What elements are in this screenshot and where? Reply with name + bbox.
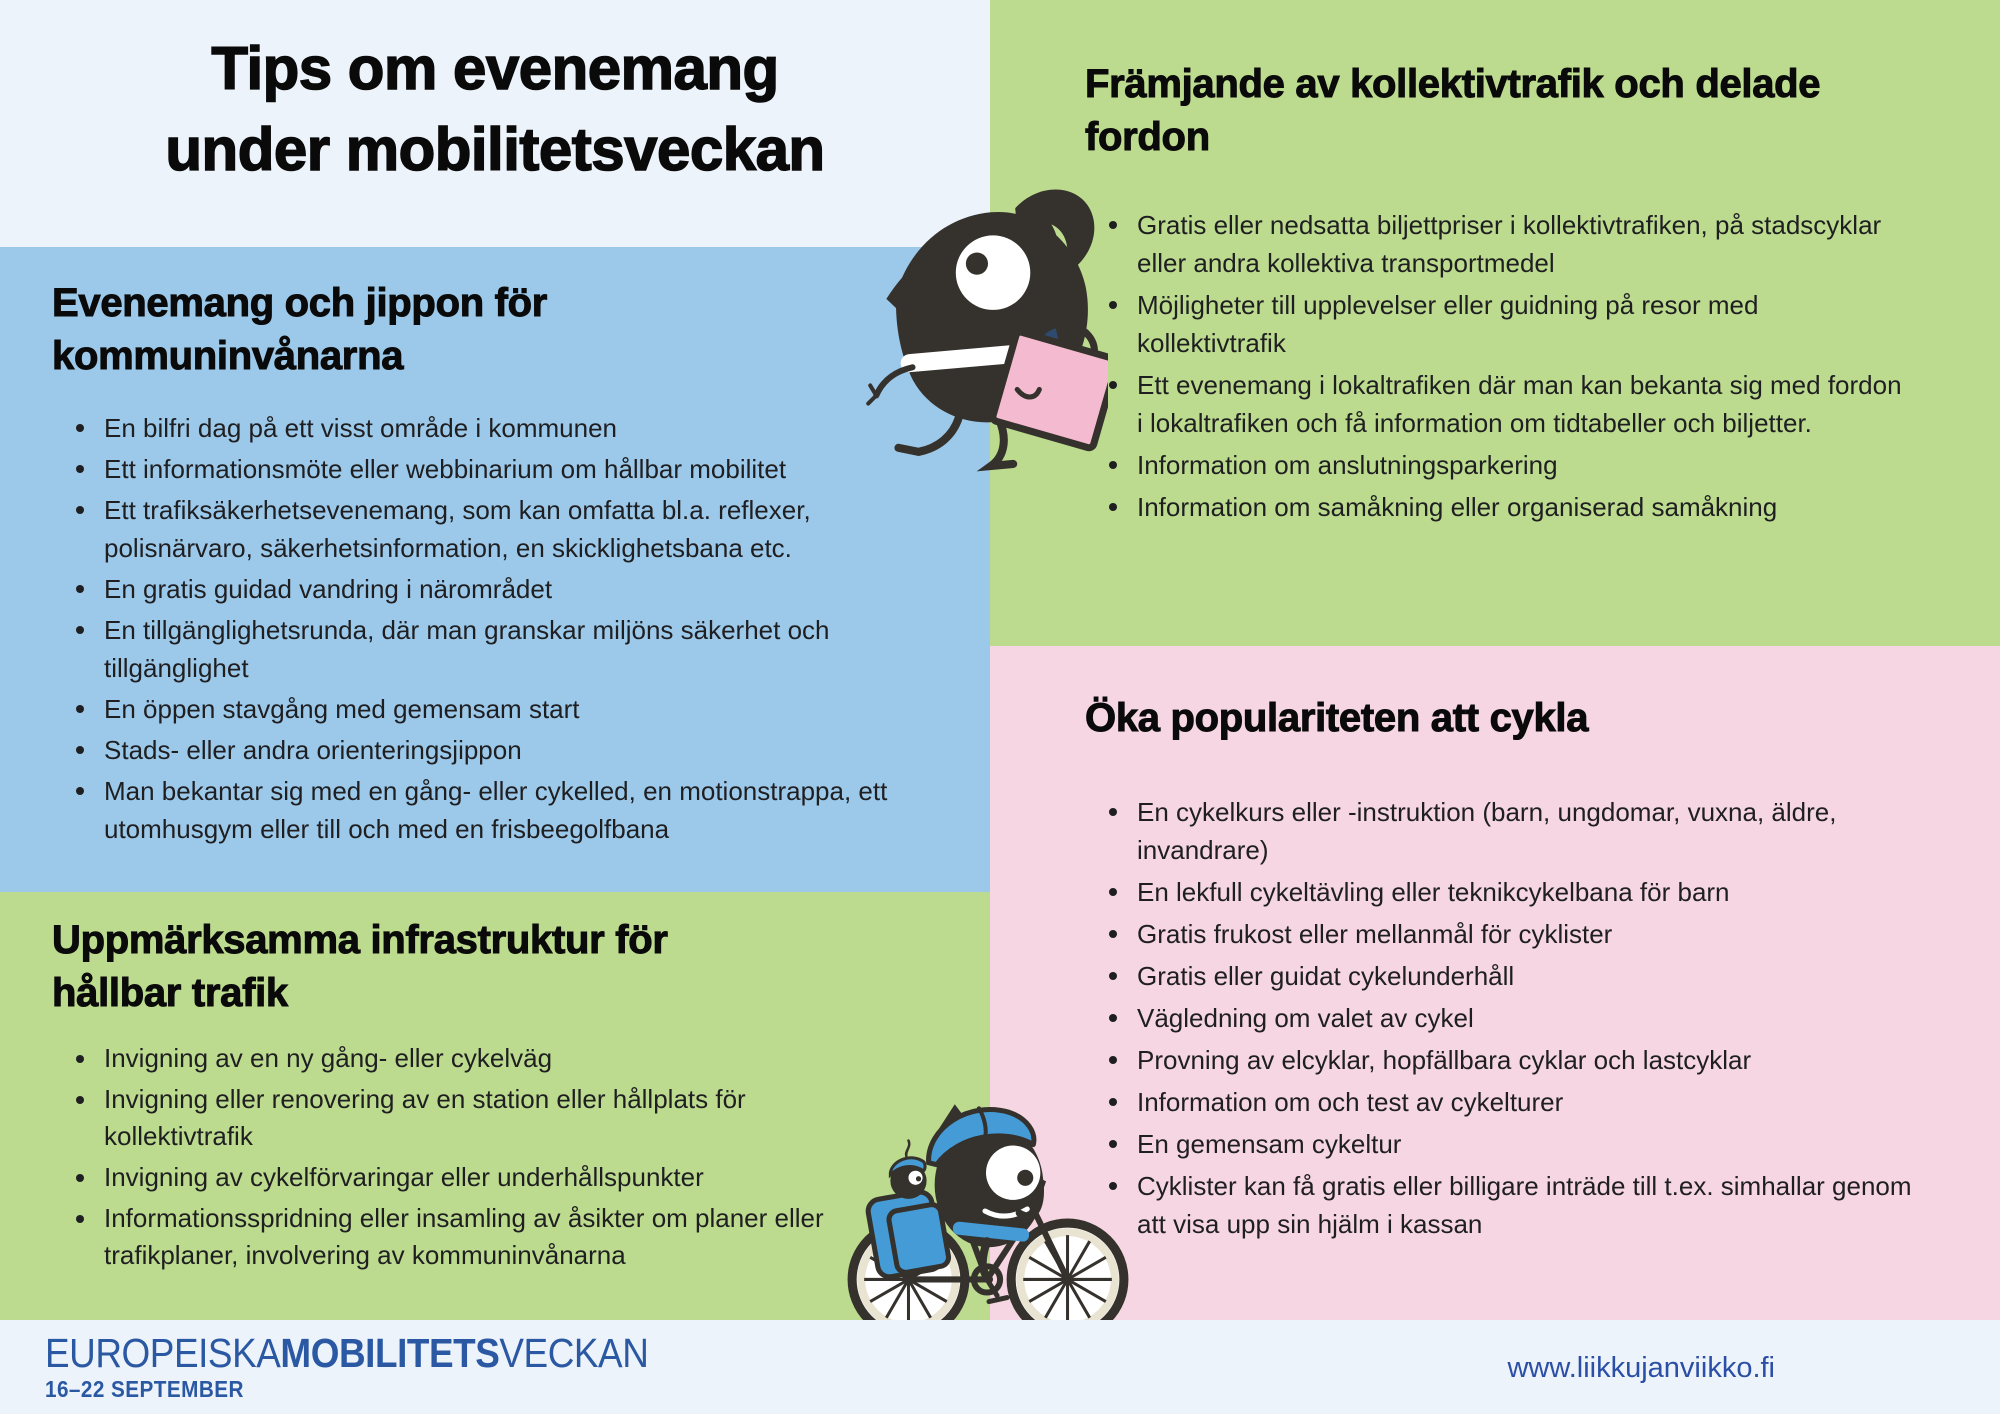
section-infrastructure-heading: Uppmärksamma infrastruktur för hållbar trafik bbox=[52, 918, 668, 1015]
bullet-icon bbox=[76, 626, 84, 634]
list-item bbox=[1085, 366, 1950, 442]
poster-title bbox=[105, 0, 885, 190]
list-item-text: Informationsspridning eller insamling av åsikter om planer eller trafikplaner, involvering av kommuninvånarna bbox=[104, 1203, 824, 1270]
section-infrastructure-list bbox=[52, 1040, 950, 1274]
list-item bbox=[1085, 1083, 1950, 1121]
bullet-icon bbox=[1109, 461, 1117, 469]
list-item-text: En lekfull cykeltävling eller teknikcykelbana för barn bbox=[1137, 877, 1730, 907]
list-item bbox=[52, 731, 950, 769]
bullet-icon bbox=[1109, 1056, 1117, 1064]
bullet-icon bbox=[76, 1096, 84, 1104]
footer bbox=[0, 1320, 2000, 1414]
list-item bbox=[52, 409, 950, 447]
list-item bbox=[1085, 1167, 1950, 1243]
bullet-icon bbox=[1109, 888, 1117, 896]
bullet-icon bbox=[76, 746, 84, 754]
bullet-icon bbox=[76, 787, 84, 795]
section-transit-heading: Främjande av kollektivtrafik och delade fordon bbox=[1085, 62, 1821, 159]
list-item-text: Information om och test av cykelturer bbox=[1137, 1087, 1564, 1117]
list-item bbox=[1085, 286, 1950, 362]
section-cycling-list bbox=[1085, 793, 1950, 1243]
list-item-text: Gratis frukost eller mellanmål för cyklister bbox=[1137, 919, 1613, 949]
list-item-text: En tillgänglighetsrunda, där man granskar miljöns säkerhet och tillgänglighet bbox=[104, 615, 830, 683]
bullet-icon bbox=[1109, 381, 1117, 389]
title-block bbox=[0, 0, 990, 247]
list-item bbox=[52, 1200, 950, 1274]
list-item bbox=[52, 450, 950, 488]
list-item bbox=[1085, 488, 1950, 526]
bullet-icon bbox=[76, 1055, 84, 1063]
list-item-text: Ett informationsmöte eller webbinarium om hållbar mobilitet bbox=[104, 454, 787, 484]
section-transit-list bbox=[1085, 206, 1950, 526]
list-item-text: Man bekantar sig med en gång- eller cykelled, en motionstrappa, ett utomhusgym eller till och med en frisbeegolfbana bbox=[104, 776, 888, 844]
list-item bbox=[1085, 915, 1950, 953]
mobility-week-logo bbox=[45, 1330, 648, 1402]
list-item-text: Invigning av en ny gång- eller cykelväg bbox=[104, 1043, 553, 1073]
list-item-text: Information om samåkning eller organiserad samåkning bbox=[1137, 492, 1778, 522]
list-item bbox=[1085, 446, 1950, 484]
bullet-icon bbox=[1109, 808, 1117, 816]
list-item bbox=[52, 1040, 950, 1077]
bullet-icon bbox=[76, 585, 84, 593]
poster-title-line2: under mobilitetsveckan bbox=[165, 116, 825, 183]
list-item-text: En cykelkurs eller -instruktion (barn, ungdomar, vuxna, äldre, invandrare) bbox=[1137, 797, 1837, 865]
list-item-text: En öppen stavgång med gemensam start bbox=[104, 694, 580, 724]
list-item-text: Vägledning om valet av cykel bbox=[1137, 1003, 1474, 1033]
list-item-text: Möjligheter till upplevelser eller guidning på resor med kollektivtrafik bbox=[1137, 290, 1759, 358]
section-cycling-heading: Öka populariteten att cykla bbox=[1085, 696, 1589, 740]
list-item bbox=[1085, 793, 1950, 869]
section-events-list bbox=[52, 409, 950, 848]
list-item bbox=[52, 570, 950, 608]
list-item-text: En gemensam cykeltur bbox=[1137, 1129, 1402, 1159]
list-item bbox=[52, 772, 950, 848]
list-item bbox=[1085, 957, 1950, 995]
list-item bbox=[52, 1081, 950, 1155]
list-item-text: En bilfri dag på ett visst område i kommunen bbox=[104, 413, 618, 443]
section-transit bbox=[990, 0, 2000, 646]
bullet-icon bbox=[76, 506, 84, 514]
list-item-text: Gratis eller nedsatta biljettpriser i kollektivtrafiken, på stadscyklar eller andra kollektiva transportmedel bbox=[1137, 210, 1882, 278]
bullet-icon bbox=[76, 705, 84, 713]
list-item-text: Invigning av cykelförvaringar eller underhållspunkter bbox=[104, 1162, 704, 1192]
bullet-icon bbox=[1109, 221, 1117, 229]
list-item-text: Ett evenemang i lokaltrafiken där man kan bekanta sig med fordon i lokaltrafiken och få information om tidtabeller och biljetter. bbox=[1137, 370, 1902, 438]
list-item bbox=[52, 491, 950, 567]
list-item bbox=[1085, 1041, 1950, 1079]
list-item-text: Stads- eller andra orienteringsjippon bbox=[104, 735, 522, 765]
bullet-icon bbox=[1109, 503, 1117, 511]
bullet-icon bbox=[76, 1215, 84, 1223]
logo-part-europeiska: EUROPEISKA bbox=[45, 1330, 281, 1376]
bullet-icon bbox=[1109, 972, 1117, 980]
mobility-week-logo-text bbox=[45, 1330, 648, 1376]
list-item-text: Gratis eller guidat cykelunderhåll bbox=[1137, 961, 1515, 991]
mascot-walking-icon bbox=[866, 170, 1108, 472]
logo-part-mobilitets: MOBILITETS bbox=[280, 1330, 500, 1376]
list-item bbox=[52, 611, 950, 687]
poster-title-line1: Tips om evenemang bbox=[211, 35, 779, 102]
list-item-text: Provning av elcyklar, hopfällbara cyklar och lastcyklar bbox=[1137, 1045, 1752, 1075]
bullet-icon bbox=[76, 1174, 84, 1182]
list-item bbox=[1085, 873, 1950, 911]
list-item bbox=[52, 690, 950, 728]
bullet-icon bbox=[76, 424, 84, 432]
bullet-icon bbox=[76, 465, 84, 473]
logo-dates: 16–22 SEPTEMBER bbox=[45, 1376, 244, 1402]
website-link[interactable]: www.liikkujanviikko.fi bbox=[1507, 1352, 1775, 1384]
list-item-text: Ett trafiksäkerhetsevenemang, som kan omfatta bl.a. reflexer, polisnärvaro, säkerhetsinformation, en skicklighetsbana etc. bbox=[104, 495, 811, 563]
list-item-text: Information om anslutningsparkering bbox=[1137, 450, 1558, 480]
list-item bbox=[1085, 206, 1950, 282]
list-item-text: Invigning eller renovering av en station eller hållplats för kollektivtrafik bbox=[104, 1084, 746, 1151]
mascot-cycling-icon bbox=[836, 1076, 1138, 1348]
list-item-text: Cyklister kan få gratis eller billigare inträde till t.ex. simhallar genom att visa upp sin hjälm i kassan bbox=[1137, 1171, 1912, 1239]
list-item bbox=[1085, 1125, 1950, 1163]
list-item bbox=[52, 1159, 950, 1196]
section-events bbox=[0, 247, 990, 892]
bullet-icon bbox=[1109, 301, 1117, 309]
section-cycling bbox=[990, 646, 2000, 1320]
section-events-heading: Evenemang och jippon för kommuninvånarna bbox=[52, 281, 548, 378]
list-item-text: En gratis guidad vandring i närområdet bbox=[104, 574, 553, 604]
bullet-icon bbox=[1109, 930, 1117, 938]
logo-part-veckan: VECKAN bbox=[499, 1330, 649, 1376]
bullet-icon bbox=[1109, 1014, 1117, 1022]
list-item bbox=[1085, 999, 1950, 1037]
